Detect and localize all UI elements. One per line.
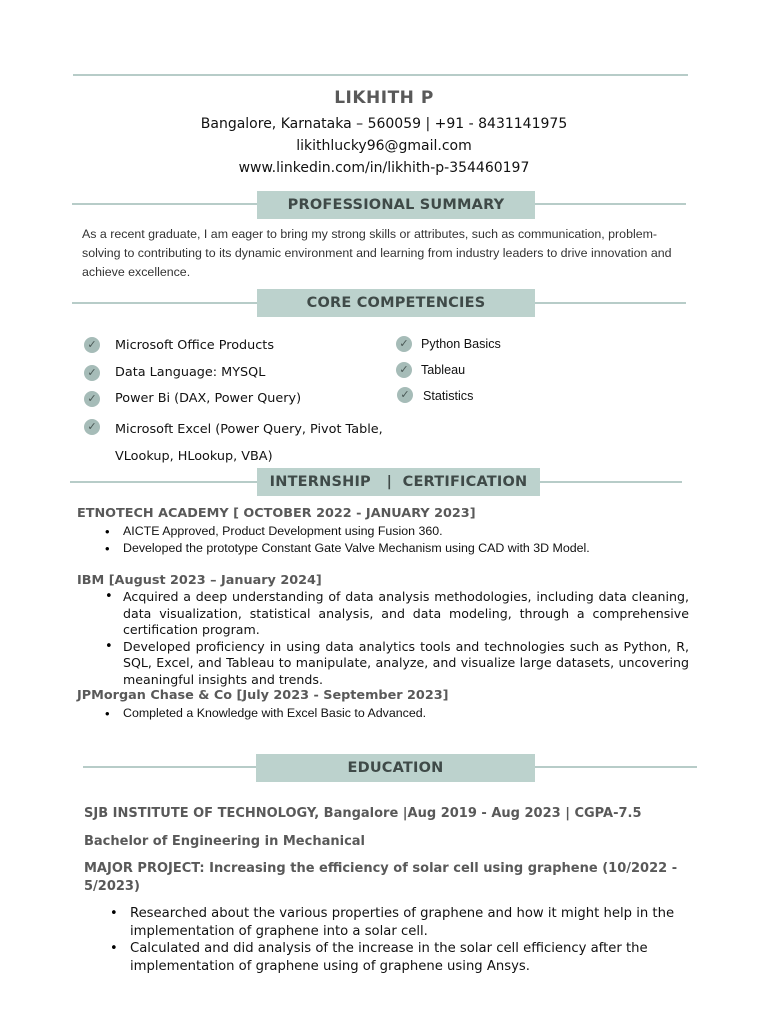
candidate-name: LIKHITH P (334, 88, 434, 108)
competency-item: Microsoft Office Products (115, 338, 274, 353)
summary-text: As a recent graduate, I am eager to bring my strong skills or attributes, such as communication, problem-solving to contributing to its dynamic environment and learning from industry leaders to drive innovation and achieve excellence. (82, 227, 672, 279)
competency-item-continuation: VLookup, HLookup, VBA) (115, 449, 273, 464)
check-icon: ✓ (396, 362, 412, 378)
list-item: • Acquired a deep understanding of data analysis methodologies, including data cleaning, data visualization, statistical analysis, and data modeling, through a comprehensive certification program. (105, 589, 689, 639)
degree-line: Bachelor of Engineering in Mechanical (84, 834, 366, 849)
list-item: • Calculated and did analysis of the increase in the solar cell efficiency after the implementation of graphene using of graphene using Ansys. (110, 940, 700, 975)
address-phone: Bangalore, Karnataka – 560059 | +91 - 8431141975 (200, 116, 568, 132)
education-heading: EDUCATION (256, 754, 535, 782)
competency-item: Microsoft Excel (Power Query, Pivot Table, (115, 422, 383, 437)
internship-heading: INTERNSHIP | CERTIFICATION (257, 468, 540, 496)
check-icon: ✓ (84, 419, 100, 435)
list-item: • Researched about the various properties of graphene and how it might help in the implementation of graphene into a solar cell. (110, 905, 700, 940)
project-line: MAJOR PROJECT: Increasing the efficiency of solar cell using graphene (10/2022 - 5/2023) (84, 861, 678, 894)
bullet-list (105, 523, 685, 557)
competency-item: Data Language: MYSQL (115, 365, 266, 380)
org-title: JPMorgan Chase & Co [July 2023 - September 2023] (77, 688, 449, 703)
bullet-list (105, 705, 685, 722)
competency-item: Python Basics (421, 337, 501, 351)
top-rule (73, 74, 688, 76)
check-icon: ✓ (84, 337, 100, 353)
competency-item: Tableau (421, 363, 466, 377)
list-item: • AICTE Approved, Product Development using Fusion 360. (105, 523, 685, 540)
org-title: IBM [August 2023 – January 2024] (77, 573, 322, 588)
institute-line: SJB INSTITUTE OF TECHNOLOGY, Bangalore |Aug 2019 - Aug 2023 | CGPA-7.5 (84, 806, 642, 821)
list-item: • Developed the prototype Constant Gate Valve Mechanism using CAD with 3D Model. (105, 540, 685, 557)
check-icon: ✓ (84, 365, 100, 381)
bullet-list (105, 589, 689, 688)
linkedin-url[interactable]: www.linkedin.com/in/likhith-p-354460197 (238, 160, 530, 176)
competency-item: Power Bi (DAX, Power Query) (115, 391, 302, 406)
competencies-heading: CORE COMPETENCIES (257, 289, 535, 317)
check-icon: ✓ (397, 387, 413, 403)
email[interactable]: likithlucky96@gmail.com (296, 138, 472, 154)
check-icon: ✓ (84, 391, 100, 407)
competency-item: Statistics (423, 389, 474, 403)
check-icon: ✓ (396, 336, 412, 352)
org-title: ETNOTECH ACADEMY [ OCTOBER 2022 - JANUARY 2023] (77, 506, 476, 521)
list-item: • Completed a Knowledge with Excel Basic to Advanced. (105, 705, 685, 722)
list-item: • Developed proficiency in using data analytics tools and technologies such as Python, R, SQL, Excel, and Tableau to manipulate, analyze, and visualize large datasets, uncovering meaningful insights and trends. (105, 639, 689, 689)
bullet-list (110, 905, 700, 975)
summary-heading: PROFESSIONAL SUMMARY (257, 191, 535, 219)
